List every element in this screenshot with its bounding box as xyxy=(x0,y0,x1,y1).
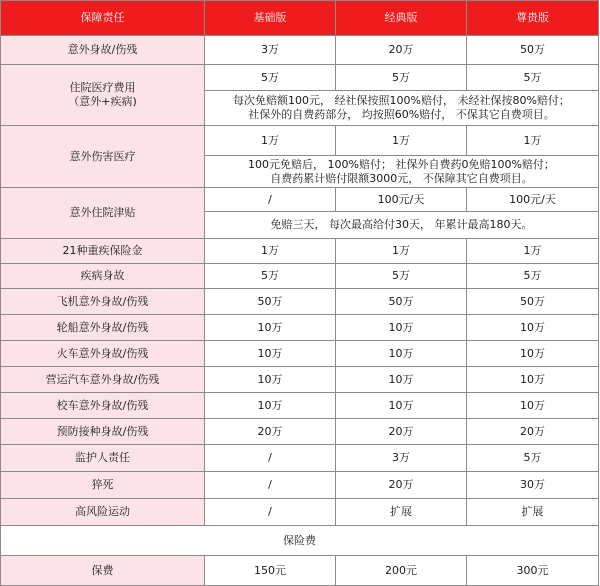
cell-classic: 10万 xyxy=(336,315,467,341)
table-row xyxy=(1,341,599,367)
note-line: 每次免赔额100元， 经社保按照100%赔付， 未经社保按80%赔付； xyxy=(233,94,570,107)
cell-premium: 5万 xyxy=(467,445,599,472)
cell-premium: 10万 xyxy=(467,367,599,393)
header-row xyxy=(1,1,599,36)
table-row xyxy=(1,188,599,212)
coverage-note xyxy=(205,91,599,126)
table-row xyxy=(1,419,599,445)
table-row xyxy=(1,315,599,341)
cell-premium: 10万 xyxy=(467,341,599,367)
cell-basic: / xyxy=(205,499,336,526)
table-row xyxy=(1,445,599,472)
table-row xyxy=(1,239,599,264)
cell-premium: 100元/天 xyxy=(467,188,599,212)
row-label-line: （意外+疾病) xyxy=(68,95,137,108)
note-line: 100元免赔后， 100%赔付； 社保外自费药0免赔100%赔付； xyxy=(248,157,555,171)
cell-premium: 5万 xyxy=(467,264,599,289)
table-row xyxy=(1,289,599,315)
cell-basic: 3万 xyxy=(205,36,336,65)
cell-basic: 10万 xyxy=(205,341,336,367)
cell-basic: 10万 xyxy=(205,367,336,393)
cell-basic: 5万 xyxy=(205,65,336,91)
cell-basic: 1万 xyxy=(205,126,336,156)
row-label: 21种重疾保险金 xyxy=(1,239,205,264)
cell-classic: 5万 xyxy=(336,264,467,289)
premium-label: 保费 xyxy=(1,556,205,586)
cell-premium: 10万 xyxy=(467,315,599,341)
premium-row xyxy=(1,556,599,586)
cell-classic: 10万 xyxy=(336,393,467,419)
row-label: 监护人责任 xyxy=(1,445,205,472)
cell-premium: 30万 xyxy=(467,472,599,499)
note-line: 自费药累计赔付限额3000元， 不保障其它自费项目。 xyxy=(270,171,533,185)
cell-basic: 10万 xyxy=(205,393,336,419)
cell-classic: 10万 xyxy=(336,367,467,393)
cell-classic: 扩展 xyxy=(336,499,467,526)
cell-premium: 50万 xyxy=(467,36,599,65)
cell-basic: 10万 xyxy=(205,315,336,341)
table-row xyxy=(1,264,599,289)
table-row xyxy=(1,36,599,65)
header-premium-plan: 尊贵版 xyxy=(467,1,599,36)
row-label: 营运汽车意外身故/伤残 xyxy=(1,367,205,393)
cell-basic: 50万 xyxy=(205,289,336,315)
table-row xyxy=(1,499,599,526)
row-label: 高风险运动 xyxy=(1,499,205,526)
cell-classic: 20万 xyxy=(336,419,467,445)
row-label: 预防接种身故/伤残 xyxy=(1,419,205,445)
table-row xyxy=(1,65,599,91)
row-label: 意外伤害医疗 xyxy=(1,126,205,188)
cell-premium: 50万 xyxy=(467,289,599,315)
row-label: 意外住院津贴 xyxy=(1,188,205,239)
cell-basic: / xyxy=(205,445,336,472)
cell-premium: 1万 xyxy=(467,239,599,264)
table-row xyxy=(1,393,599,419)
header-coverage: 保障责任 xyxy=(1,1,205,36)
cell-basic: / xyxy=(205,472,336,499)
cell-classic: 20万 xyxy=(336,472,467,499)
row-label: 校车意外身故/伤残 xyxy=(1,393,205,419)
cell-premium: 扩展 xyxy=(467,499,599,526)
cell-basic: 1万 xyxy=(205,239,336,264)
cell-classic: 100元/天 xyxy=(336,188,467,212)
cell-classic: 50万 xyxy=(336,289,467,315)
premium-section-title: 保险费 xyxy=(1,526,599,556)
note-line: 社保外的自费药部分， 均按照60%赔付， 不保其它自费项目。 xyxy=(248,108,555,121)
premium-premium: 300元 xyxy=(467,556,599,586)
cell-classic: 1万 xyxy=(336,126,467,156)
cell-premium: 1万 xyxy=(467,126,599,156)
row-label: 疾病身故 xyxy=(1,264,205,289)
row-label: 猝死 xyxy=(1,472,205,499)
coverage-note: 免赔三天， 每次最高给付30天， 年累计最高180天。 xyxy=(205,212,599,239)
row-label: 意外身故/伤残 xyxy=(1,36,205,65)
cell-basic: 5万 xyxy=(205,264,336,289)
premium-section-row xyxy=(1,526,599,556)
cell-classic: 5万 xyxy=(336,65,467,91)
table-row xyxy=(1,472,599,499)
table-row xyxy=(1,126,599,156)
header-basic-plan: 基础版 xyxy=(205,1,336,36)
cell-premium: 5万 xyxy=(467,65,599,91)
cell-classic: 10万 xyxy=(336,341,467,367)
row-label xyxy=(1,65,205,126)
cell-classic: 20万 xyxy=(336,36,467,65)
row-label: 飞机意外身故/伤残 xyxy=(1,289,205,315)
cell-basic: / xyxy=(205,188,336,212)
cell-basic: 20万 xyxy=(205,419,336,445)
cell-premium: 10万 xyxy=(467,393,599,419)
premium-basic: 150元 xyxy=(205,556,336,586)
cell-classic: 1万 xyxy=(336,239,467,264)
cell-premium: 20万 xyxy=(467,419,599,445)
row-label: 火车意外身故/伤残 xyxy=(1,341,205,367)
header-classic-plan: 经典版 xyxy=(336,1,467,36)
coverage-note xyxy=(205,156,599,188)
table-row xyxy=(1,367,599,393)
premium-classic: 200元 xyxy=(336,556,467,586)
row-label-line: 住院医疗费用 xyxy=(69,81,136,94)
cell-classic: 3万 xyxy=(336,445,467,472)
row-label: 轮船意外身故/伤残 xyxy=(1,315,205,341)
